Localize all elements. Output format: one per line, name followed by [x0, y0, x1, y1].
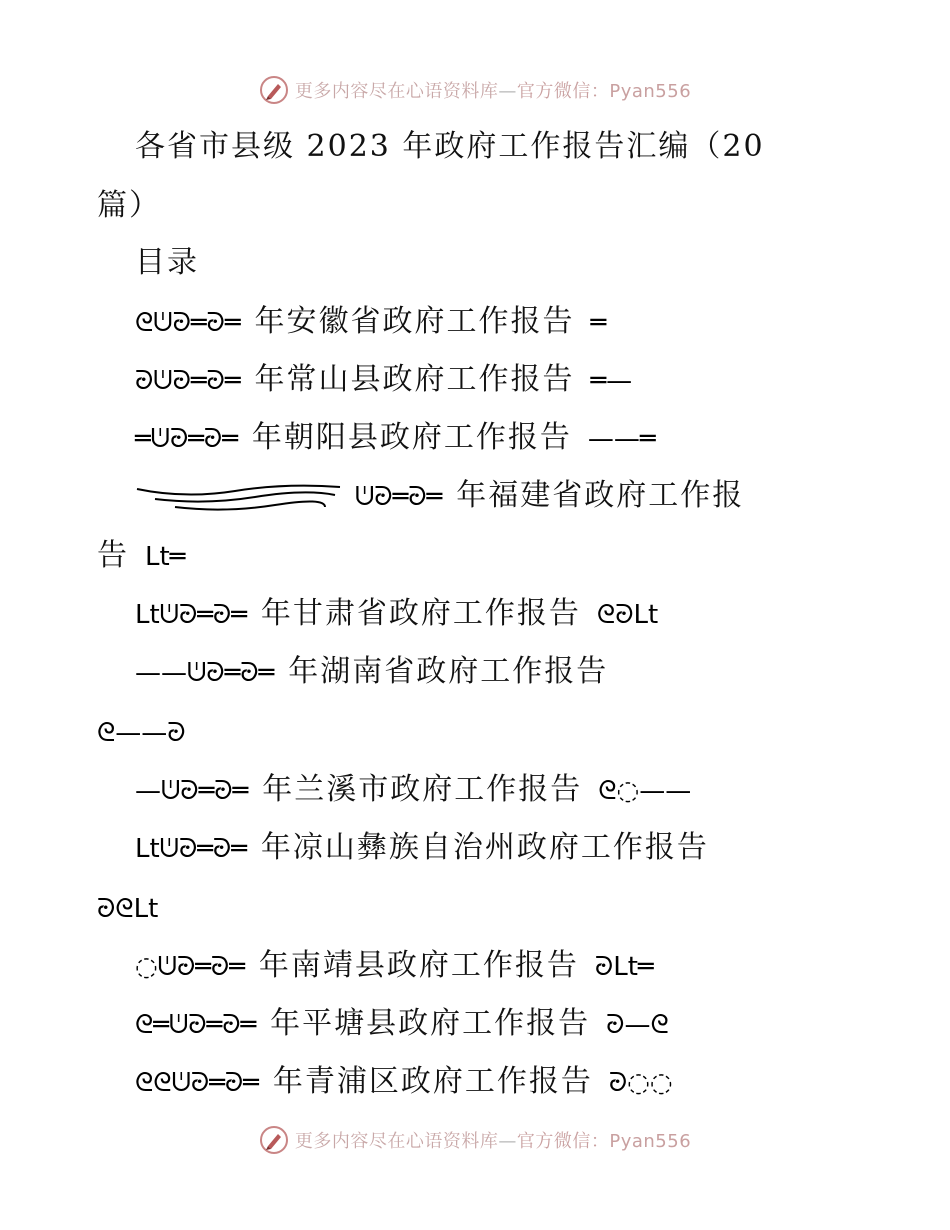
toc-entry: ᘓᕫᘒ═ᘒ═ 年安徽省政府工作报告 ═ [135, 304, 607, 339]
toc-entry: ᘒᕫᘒ═ᘒ═ 年常山县政府工作报告 ═— [135, 362, 633, 397]
toc-entry-continued: ᘓ——ᘒ [97, 718, 186, 748]
toc-entry: ᘓᘓᕫᘒ═ᘒ═ 年青浦区政府工作报告 ᘒ◌◌ [135, 1064, 673, 1099]
toc-entry: Ltᕫᘒ═ᘒ═ 年凉山彝族自治州政府工作报告 [135, 830, 709, 865]
toc-entry: Ltᕫᘒ═ᘒ═ 年甘肃省政府工作报告 ᘓᘒLt [135, 596, 659, 631]
wave-ornament-icon [135, 477, 345, 517]
toc-entry: ——ᕫᘒ═ᘒ═ 年湖南省政府工作报告 [135, 654, 609, 689]
footer-watermark [0, 1120, 950, 1160]
watermark-text: 更多内容尽在心语资料库—官方微信：Pyan556 [294, 1131, 692, 1152]
document-title-continued: 篇） [97, 188, 161, 223]
toc-entry-continued: 告 Lt═ [97, 538, 186, 573]
toc-entry: ᕫᘒ═ᘒ═ 年福建省政府工作报 [135, 476, 744, 517]
header-watermark [0, 70, 950, 110]
toc-entry: ◌ᕫᘒ═ᘒ═ 年南靖县政府工作报告 ᘒLt═ [135, 948, 654, 983]
watermark-text: 更多内容尽在心语资料库—官方微信：Pyan556 [294, 81, 692, 102]
toc-entry: —ᕫᘒ═ᘒ═ 年兰溪市政府工作报告 ᘓ◌—— [135, 772, 692, 807]
pen-logo-icon [259, 1125, 289, 1155]
document-title: 各省市县级 2023 年政府工作报告汇编（20 [135, 129, 765, 164]
toc-heading: 目录 [135, 245, 199, 280]
toc-entry-continued: ᘒᘓLt [97, 894, 159, 924]
pen-logo-icon [259, 75, 289, 105]
toc-entry: ᘓ═ᕫᘒ═ᘒ═ 年平塘县政府工作报告 ᘒ—ᘓ [135, 1006, 669, 1041]
toc-entry: ═ᕫᘒ═ᘒ═ 年朝阳县政府工作报告 ——═ [135, 420, 656, 455]
